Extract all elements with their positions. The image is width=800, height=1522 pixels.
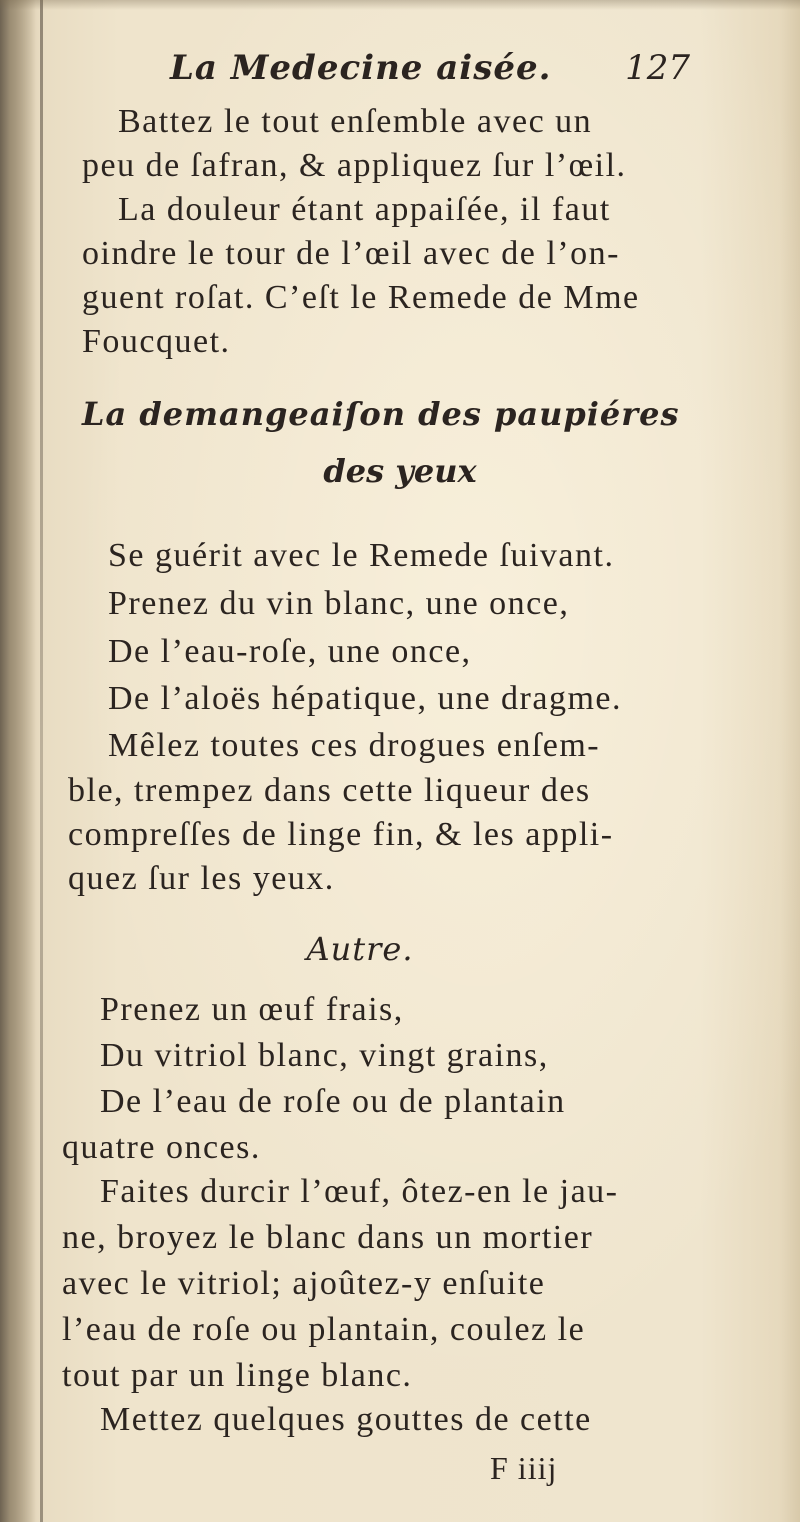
text-line: Prenez du vin blanc, une once, [108, 585, 570, 622]
text-line: De l’eau de roſe ou de plantain [100, 1083, 566, 1120]
signature-mark: F iiij [490, 1450, 558, 1486]
text-line: quatre onces. [62, 1129, 261, 1166]
text-line: peu de ſafran, & appliquez ſur l’œil. [82, 147, 627, 184]
text-line: La douleur étant appaiſée, il faut [118, 191, 611, 228]
text-line: avec le vitriol; ajoûtez-y enſuite [62, 1265, 546, 1302]
text-line: guent roſat. C’eſt le Remede de Mme [82, 279, 640, 316]
text-line: De l’eau-roſe, une once, [108, 633, 472, 670]
text-line: quez ſur les yeux. [68, 860, 335, 897]
running-title: La Medecine aisée. [170, 48, 552, 88]
text-line: compreſſes de linge fin, & les appli- [68, 816, 614, 853]
text-line: Mettez quelques gouttes de cette [100, 1401, 592, 1438]
section-heading-line-1: La demangeaiſon des paupiéres [82, 395, 680, 433]
text-line: Mêlez toutes ces drogues enſem- [108, 727, 601, 764]
text-line: tout par un linge blanc. [62, 1357, 413, 1394]
page-number: 127 [625, 48, 690, 88]
text-line: oindre le tour de l’œil avec de l’on- [82, 235, 620, 272]
gutter-line [40, 0, 43, 1522]
page-top-edge [0, 0, 800, 10]
autre-heading: Autre. [306, 930, 414, 968]
text-line: Battez le tout enſemble avec un [118, 103, 593, 140]
text-line: Du vitriol blanc, vingt grains, [100, 1037, 549, 1074]
text-line: Faites durcir l’œuf, ôtez-en le jau- [100, 1173, 619, 1210]
text-line: Se guérit avec le Remede ſuivant. [108, 537, 615, 574]
binding-shadow [0, 0, 36, 1522]
text-line: l’eau de roſe ou plantain, coulez le [62, 1311, 586, 1348]
text-line: ne, broyez le blanc dans un mortier [62, 1219, 594, 1256]
text-line: ble, trempez dans cette liqueur des [68, 772, 591, 809]
text-line: De l’aloës hépatique, une dragme. [108, 680, 622, 717]
text-line: Prenez un œuf frais, [100, 991, 404, 1028]
section-heading-line-2: des yeux [323, 452, 477, 490]
text-line: Foucquet. [82, 323, 231, 360]
running-head [170, 48, 690, 98]
